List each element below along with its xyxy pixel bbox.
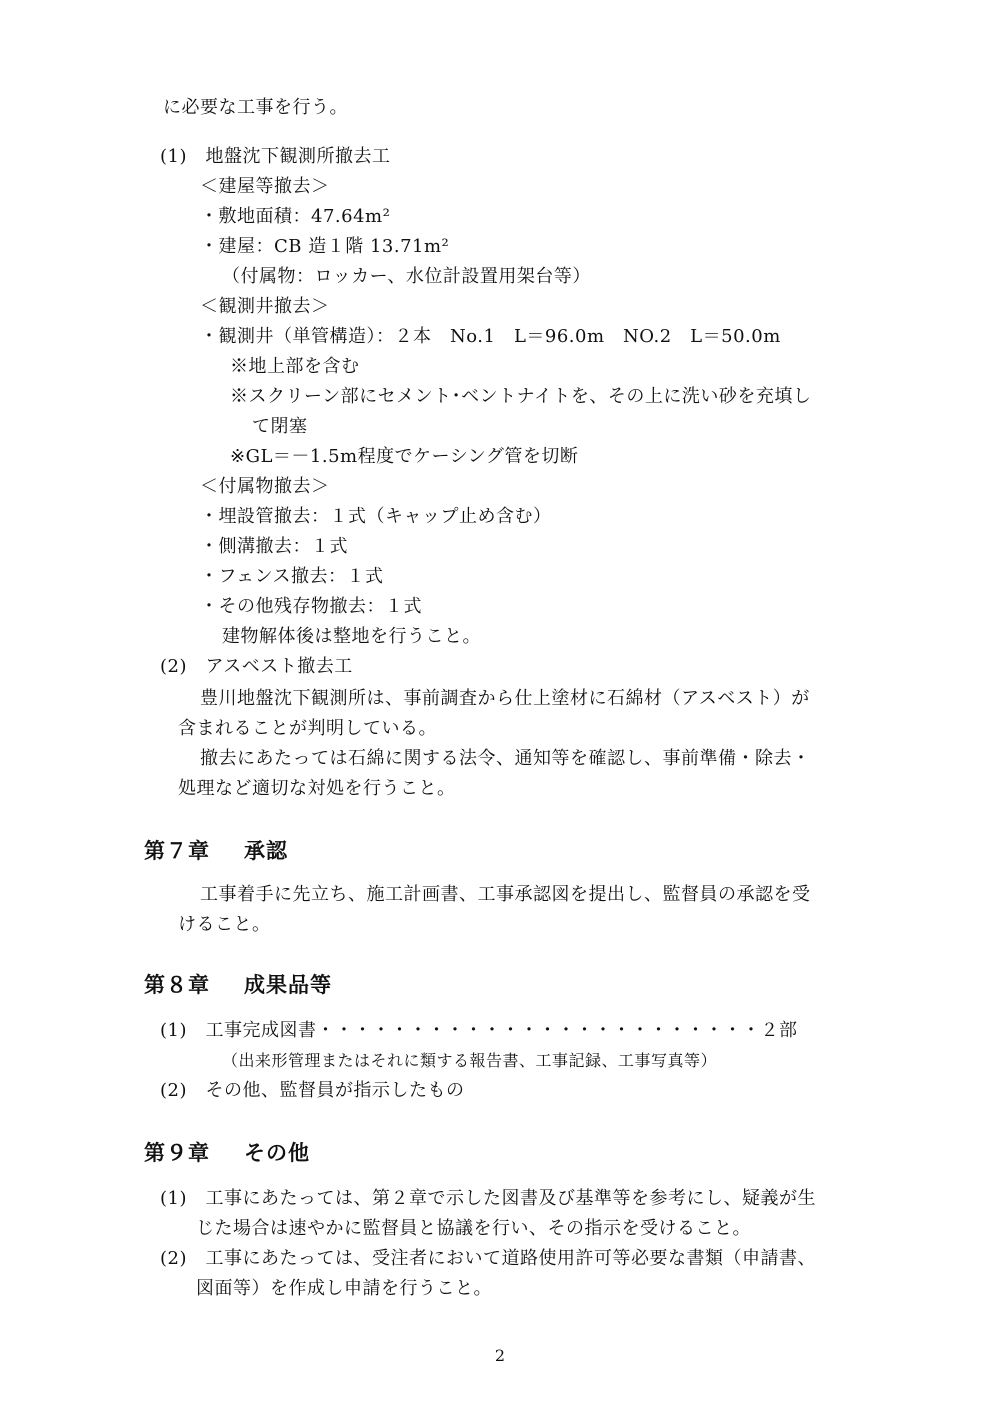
chapter-8-heading bbox=[144, 970, 332, 1000]
asbestos-para-1a: 豊川地盤沈下観測所は、事前調査から仕上塗材に石綿材（アスベスト）が bbox=[200, 688, 810, 709]
chapter-7-number: 第７章 bbox=[144, 839, 210, 863]
chapter-9-heading bbox=[144, 1138, 310, 1168]
chapter-7-para-2: けること。 bbox=[178, 914, 271, 935]
deliverable-item-2: (2) その他、監督員が指示したもの bbox=[160, 1080, 465, 1101]
note-above-ground: ※地上部を含む bbox=[230, 356, 360, 377]
subheading-building-removal: ＜建屋等撤去＞ bbox=[200, 176, 330, 197]
chapter-9-number: 第９章 bbox=[144, 1141, 210, 1165]
asbestos-para-2a: 撤去にあたっては石綿に関する法令、通知等を確認し、事前準備・除去・ bbox=[200, 748, 811, 769]
chapter-7-heading bbox=[144, 836, 288, 866]
bullet-building: ・建屋：CB 造１階 13.71m² bbox=[200, 236, 450, 257]
chapter-8-number: 第８章 bbox=[144, 973, 210, 997]
subheading-well-removal: ＜観測井撤去＞ bbox=[200, 296, 330, 317]
other-item-1b: じた場合は速やかに監督員と協議を行い、その指示を受けること。 bbox=[196, 1218, 751, 1239]
chapter-9-title: その他 bbox=[244, 1141, 310, 1165]
bullet-fence: ・フェンス撤去：１式 bbox=[200, 566, 384, 587]
section-1-title: (1) 地盤沈下観測所撤去工 bbox=[160, 146, 391, 167]
bullet-site-area: ・敷地面積：47.64m² bbox=[200, 206, 391, 227]
page-number: 2 bbox=[494, 1346, 506, 1365]
intro-text: に必要な工事を行う。 bbox=[163, 97, 348, 118]
building-attachments-note: （付属物：ロッカー、水位計設置用架台等） bbox=[222, 266, 591, 287]
asbestos-para-2b: 処理など適切な対処を行うこと。 bbox=[178, 778, 456, 799]
subheading-attachment-removal: ＜付属物撤去＞ bbox=[200, 476, 330, 497]
bullet-buried-pipe: ・埋設管撤去：１式（キャップ止め含む） bbox=[200, 506, 552, 527]
other-item-1a: (1) 工事にあたっては、第２章で示した図書及び基準等を参考にし、疑義が生 bbox=[160, 1188, 816, 1209]
other-item-2b: 図面等）を作成し申請を行うこと。 bbox=[196, 1278, 492, 1299]
asbestos-para-1b: 含まれることが判明している。 bbox=[178, 718, 437, 739]
grading-note: 建物解体後は整地を行うこと。 bbox=[222, 626, 481, 647]
other-item-2a: (2) 工事にあたっては、受注者において道路使用許可等必要な書類（申請書、 bbox=[160, 1248, 816, 1269]
section-2-title: (2) アスベスト撤去工 bbox=[160, 656, 353, 677]
chapter-8-title: 成果品等 bbox=[244, 973, 332, 997]
bullet-other-remains: ・その他残存物撤去：１式 bbox=[200, 596, 422, 617]
note-screen-fill-2: て閉塞 bbox=[252, 416, 308, 437]
chapter-7-title: 承認 bbox=[244, 839, 288, 863]
deliverable-item-1-note: （出来形管理またはそれに類する報告書、工事記録、工事写真等） bbox=[222, 1051, 718, 1070]
deliverable-item-1: (1) 工事完成図書・・・・・・・・・・・・・・・・・・・・・・・・２部 bbox=[160, 1020, 798, 1041]
bullet-observation-well: ・観測井（単管構造）：２本 No.1 L＝96.0m NO.2 L＝50.0m bbox=[200, 326, 781, 347]
bullet-side-ditch: ・側溝撤去：１式 bbox=[200, 536, 348, 557]
note-casing-cut: ※GL＝－1.5m程度でケーシング管を切断 bbox=[230, 446, 579, 467]
chapter-7-para-1: 工事着手に先立ち、施工計画書、工事承認図を提出し、監督員の承認を受 bbox=[200, 884, 811, 905]
note-screen-fill-1: ※スクリーン部にセメント･ベントナイトを、その上に洗い砂を充填し bbox=[230, 386, 812, 407]
